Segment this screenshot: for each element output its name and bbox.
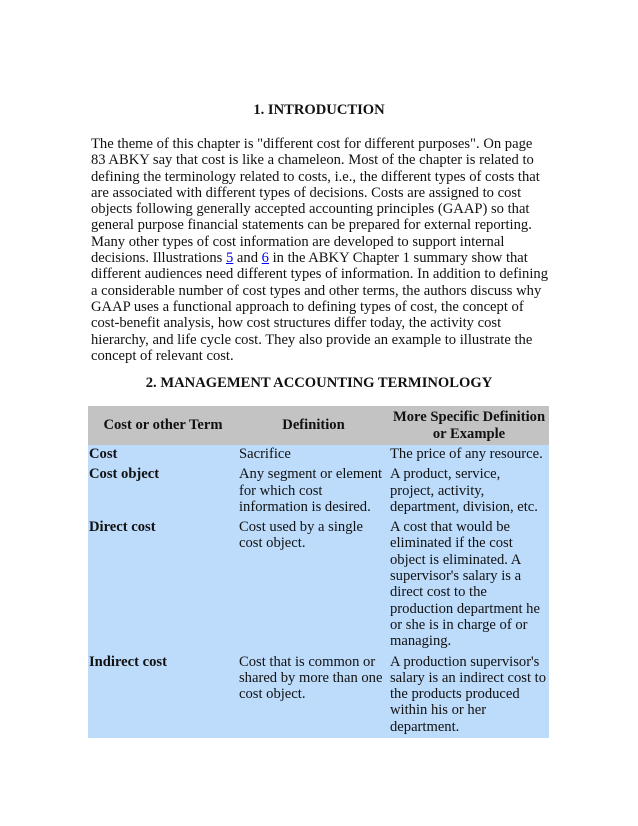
illustration-5-link[interactable]: 5 — [225, 250, 234, 267]
section-heading-terminology: 2. MANAGEMENT ACCOUNTING TERMINOLOGY — [145, 375, 493, 391]
example-cell: The price of any resource. — [389, 445, 549, 465]
intro-text-3: in the ABKY Chapter 1 summary show that different audiences need different types of information. In addition to defining a considerable number of cost types and other terms, the authors discuss why GAAP uses a functional approach to defining types of cost, the concept of cost-benefit analysis, how cost structures differ today, the activity cost hierarchy, and life cycle cost. They also provide an example to illustrate the concept of relevant cost. — [91, 250, 548, 364]
definition-cell: Any segment or element for which cost information is desired. — [238, 465, 389, 518]
table-header-row — [88, 406, 549, 445]
example-cell: A product, service, project, activity, department, division, etc. — [389, 465, 549, 518]
term-cell: Direct cost — [88, 518, 238, 652]
term-cell: Cost — [88, 445, 238, 465]
table-row — [88, 518, 549, 652]
table-row — [88, 445, 549, 465]
table-row — [88, 653, 549, 738]
intro-text-1: The theme of this chapter is "different cost for different purposes". On page 83 ABKY say that cost is like a chameleon. Most of the chapter is related to defining the terminology related to costs, i.e., the different types of costs that are associated with different types of decisions. Costs are assigned to cost objects following generally accepted accounting principles (GAAP) so that general purpose financial statements can be prepared for external reporting. Many other types of cost information are developed to support internal decisions. Illustrations — [91, 136, 540, 267]
definition-cell: Cost that is common or shared by more than one cost object. — [238, 653, 389, 738]
intro-paragraph — [91, 136, 549, 364]
term-cell: Indirect cost — [88, 653, 238, 738]
intro-text-2: and — [233, 250, 262, 267]
column-header-definition: Definition — [238, 406, 389, 445]
column-header-term: Cost or other Term — [88, 406, 238, 445]
illustration-6-link[interactable]: 6 — [261, 250, 269, 267]
definition-cell: Sacrifice — [238, 445, 389, 465]
section-heading-introduction: 1. INTRODUCTION — [253, 102, 385, 118]
definition-cell: Cost used by a single cost object. — [238, 518, 389, 652]
table-row — [88, 465, 549, 518]
column-header-example: More Specific Definition or Example — [389, 406, 549, 445]
term-cell: Cost object — [88, 465, 238, 518]
example-cell: A production supervisor's salary is an indirect cost to the products produced within his or her department. — [389, 653, 549, 738]
terminology-table — [88, 406, 549, 738]
example-cell: A cost that would be eliminated if the cost object is eliminated. A supervisor's salary is a direct cost to the production department he or she is in charge of or managing. — [389, 518, 549, 652]
